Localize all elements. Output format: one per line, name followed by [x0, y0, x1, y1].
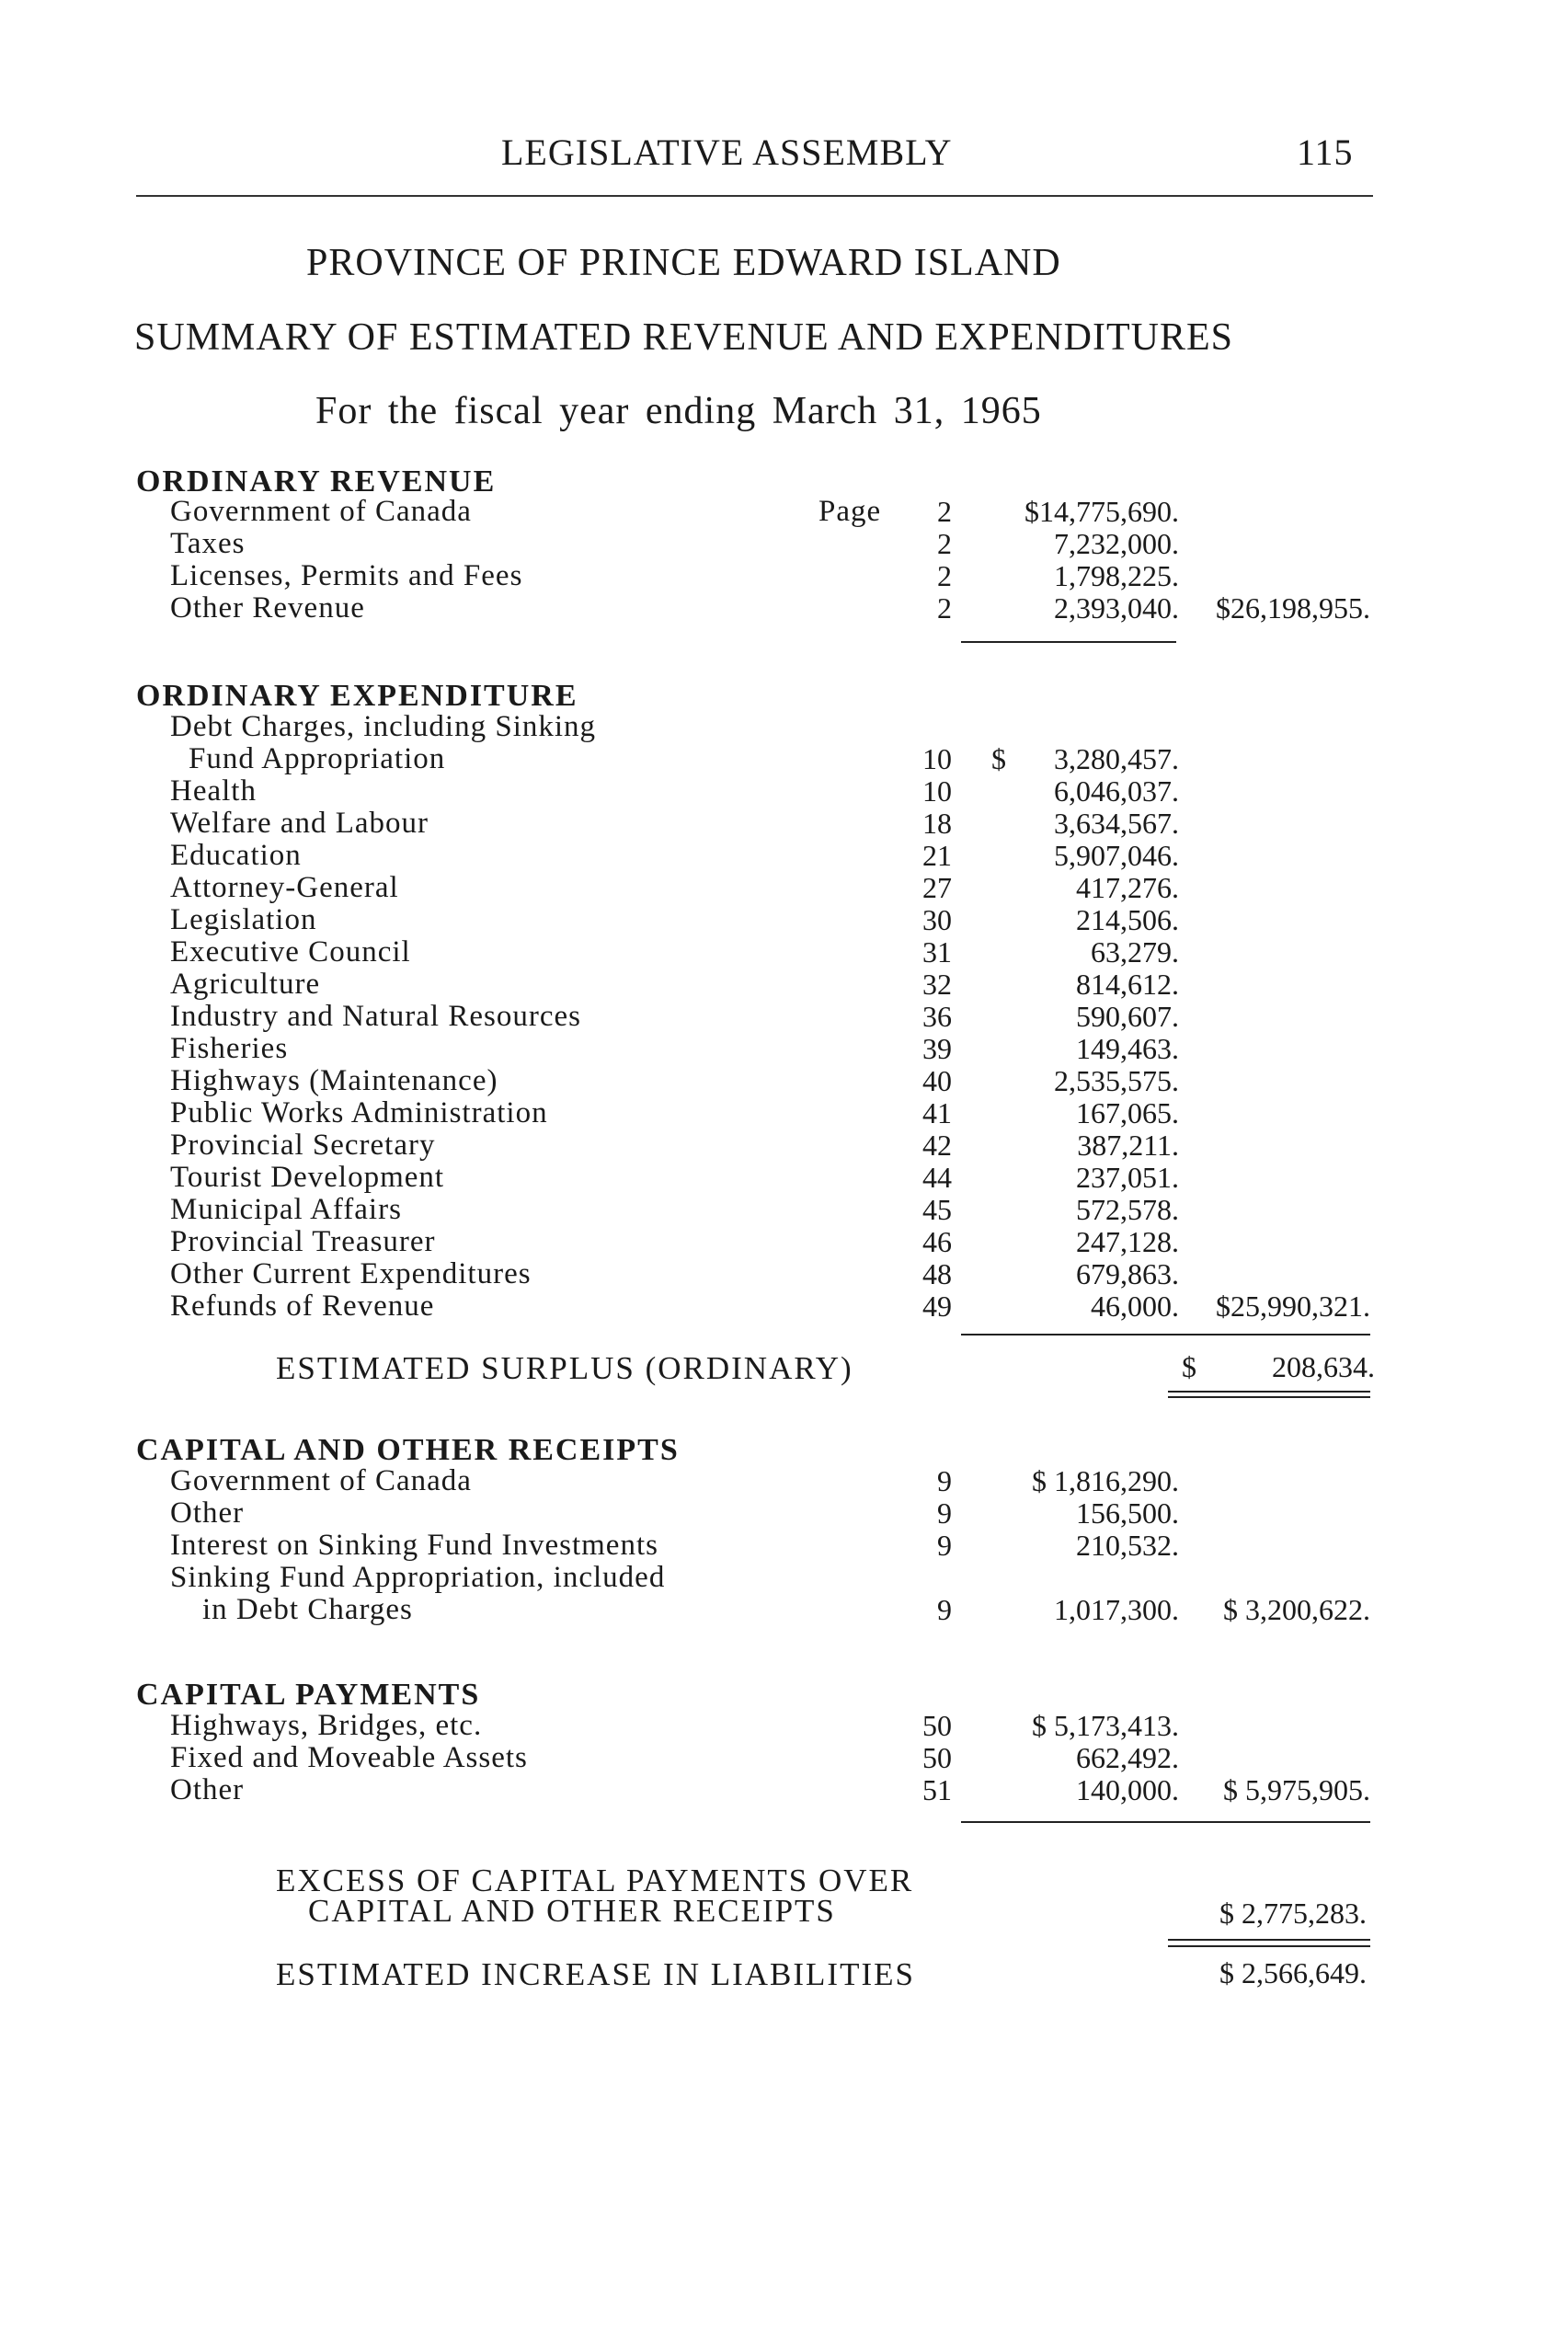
capital-receipts-heading: CAPITAL AND OTHER RECEIPTS	[136, 1433, 680, 1467]
expenditure-item-page: 42	[922, 1129, 952, 1162]
expenditure-item-label: Other Current Expenditures	[170, 1257, 532, 1290]
expenditure-item-amount: 5,907,046.	[1054, 839, 1179, 872]
page-column-label: Page	[818, 495, 882, 528]
expenditure-item-label: Provincial Secretary	[170, 1129, 436, 1162]
expenditure-item-page: 39	[922, 1032, 952, 1065]
capital-receipt-page: 9	[937, 1529, 952, 1562]
expenditure-item-page: 18	[922, 807, 952, 840]
surplus-underline-1	[1168, 1391, 1370, 1393]
expenditure-item-label: Welfare and Labour	[170, 807, 429, 840]
expenditure-item-page: 44	[922, 1161, 952, 1194]
fiscal-year-subtitle: For the fiscal year ending March 31, 1965	[315, 390, 1042, 432]
expenditure-item-label-cont: Fund Appropriation	[189, 742, 446, 775]
expenditure-item-label: Refunds of Revenue	[170, 1290, 435, 1323]
revenue-item-label: Licenses, Permits and Fees	[170, 559, 523, 592]
revenue-subtotal-rule	[961, 641, 1176, 643]
expenditure-item-amount: 149,463.	[1076, 1032, 1179, 1065]
capital-payment-page: 51	[922, 1773, 952, 1806]
excess-label-line2: CAPITAL AND OTHER RECEIPTS	[308, 1893, 836, 1929]
expenditure-item-page: 10	[922, 774, 952, 808]
expenditure-item-amount: 814,612.	[1076, 968, 1179, 1001]
capital-payment-page: 50	[922, 1709, 952, 1742]
revenue-item-page: 2	[937, 527, 952, 560]
expenditure-item-label: Executive Council	[170, 935, 411, 969]
expenditure-item-label: Agriculture	[170, 968, 321, 1001]
revenue-item-page: 2	[937, 495, 952, 528]
excess-underline-2	[1168, 1945, 1370, 1947]
expenditure-item-label: Industry and Natural Resources	[170, 1000, 581, 1033]
expenditure-item-label: Public Works Administration	[170, 1096, 548, 1129]
expenditure-item-amount: 46,000.	[1091, 1290, 1179, 1323]
expenditure-item-label: Highways (Maintenance)	[170, 1064, 498, 1097]
capital-payments-heading: CAPITAL PAYMENTS	[136, 1678, 481, 1712]
capital-receipt-label-cont: in Debt Charges	[202, 1593, 413, 1626]
surplus-amount: 208,634.	[1272, 1350, 1375, 1383]
expenditure-item-label: Attorney-General	[170, 871, 399, 904]
revenue-item-page: 2	[937, 559, 952, 592]
expenditure-item-page: 45	[922, 1193, 952, 1226]
capital-receipts-total: $ 3,200,622.	[1223, 1593, 1370, 1626]
capital-receipt-page: 9	[937, 1496, 952, 1530]
surplus-underline-2	[1168, 1396, 1370, 1398]
expenditure-item-amount: 247,128.	[1076, 1225, 1179, 1258]
expenditure-item-page: 36	[922, 1000, 952, 1033]
expenditure-item-page: 10	[922, 742, 952, 775]
expenditure-item-page: 21	[922, 839, 952, 872]
expenditure-item-page: 31	[922, 935, 952, 969]
summary-title: SUMMARY OF ESTIMATED REVENUE AND EXPENDITURES	[134, 316, 1233, 359]
expenditure-item-label: Fisheries	[170, 1032, 289, 1065]
expenditure-item-amount: 2,535,575.	[1054, 1064, 1179, 1097]
capital-payments-subtotal-rule	[961, 1821, 1370, 1823]
expenditure-item-page: 40	[922, 1064, 952, 1097]
capital-payment-amount: 662,492.	[1076, 1741, 1179, 1774]
expenditure-item-amount: 3,280,457.	[1054, 742, 1179, 775]
header-rule	[136, 195, 1373, 197]
capital-payments-total: $ 5,975,905.	[1223, 1773, 1370, 1806]
expenditure-item-page: 27	[922, 871, 952, 904]
expenditure-item-amount: 63,279.	[1091, 935, 1179, 969]
expenditure-item-amount: 214,506.	[1076, 903, 1179, 936]
revenue-item-label: Other Revenue	[170, 591, 365, 625]
ordinary-revenue-heading: ORDINARY REVENUE	[136, 464, 497, 499]
expenditure-item-amount: 572,578.	[1076, 1193, 1179, 1226]
revenue-total: $26,198,955.	[1216, 591, 1370, 625]
capital-payment-amount: 140,000.	[1076, 1773, 1179, 1806]
expenditure-item-label: Tourist Development	[170, 1161, 445, 1194]
expenditure-item-amount: 3,634,567.	[1054, 807, 1179, 840]
capital-payment-label: Other	[170, 1773, 245, 1806]
revenue-item-amount: 2,393,040.	[1054, 591, 1179, 625]
expenditure-item-label: Municipal Affairs	[170, 1193, 402, 1226]
revenue-item-page: 2	[937, 591, 952, 625]
ordinary-expenditure-heading: ORDINARY EXPENDITURE	[136, 679, 578, 713]
capital-receipt-amount: 210,532.	[1076, 1529, 1179, 1562]
expenditure-item-page: 49	[922, 1290, 952, 1323]
capital-receipt-page: 9	[937, 1593, 952, 1626]
expenditure-item-page: 46	[922, 1225, 952, 1258]
expenditure-subtotal-rule	[961, 1334, 1370, 1335]
expenditure-item-amount: 6,046,037.	[1054, 774, 1179, 808]
running-header-title: LEGISLATIVE ASSEMBLY	[501, 132, 953, 173]
capital-receipt-label: Government of Canada	[170, 1464, 472, 1497]
expenditure-item-amount: 167,065.	[1076, 1096, 1179, 1129]
capital-receipt-label: Sinking Fund Appropriation, included	[170, 1561, 666, 1594]
revenue-item-label: Government of Canada	[170, 495, 472, 528]
revenue-item-amount: $14,775,690.	[1024, 495, 1179, 528]
capital-payment-page: 50	[922, 1741, 952, 1774]
expenditure-item-label: Debt Charges, including Sinking	[170, 710, 597, 743]
estimated-surplus-label: ESTIMATED SURPLUS (ORDINARY)	[276, 1350, 853, 1386]
capital-payment-amount: $ 5,173,413.	[1032, 1709, 1179, 1742]
expenditure-item-amount: 679,863.	[1076, 1257, 1179, 1290]
expenditure-item-label: Education	[170, 839, 302, 872]
excess-amount: $ 2,775,283.	[1219, 1897, 1367, 1930]
expenditure-item-page: 48	[922, 1257, 952, 1290]
capital-receipt-amount: 1,017,300.	[1054, 1593, 1179, 1626]
excess-underline	[1168, 1939, 1370, 1941]
expenditure-dollar-sign: $	[991, 742, 1006, 775]
capital-payment-label: Fixed and Moveable Assets	[170, 1741, 528, 1774]
expenditure-item-page: 32	[922, 968, 952, 1001]
capital-receipt-label: Interest on Sinking Fund Investments	[170, 1529, 658, 1562]
excess-label-line1: EXCESS OF CAPITAL PAYMENTS OVER	[276, 1863, 914, 1898]
expenditure-item-label: Provincial Treasurer	[170, 1225, 436, 1258]
capital-receipt-page: 9	[937, 1464, 952, 1497]
capital-receipt-amount: $ 1,816,290.	[1032, 1464, 1179, 1497]
expenditure-item-label: Legislation	[170, 903, 317, 936]
expenditure-item-page: 41	[922, 1096, 952, 1129]
expenditure-item-amount: 590,607.	[1076, 1000, 1179, 1033]
increase-liabilities-amount: $ 2,566,649.	[1219, 1956, 1367, 1989]
increase-liabilities-label: ESTIMATED INCREASE IN LIABILITIES	[276, 1956, 915, 1992]
province-title: PROVINCE OF PRINCE EDWARD ISLAND	[306, 242, 1061, 284]
expenditure-item-label: Health	[170, 774, 257, 808]
expenditure-item-amount: 387,211.	[1077, 1129, 1179, 1162]
revenue-item-amount: 7,232,000.	[1054, 527, 1179, 560]
expenditure-item-amount: 417,276.	[1076, 871, 1179, 904]
capital-payment-label: Highways, Bridges, etc.	[170, 1709, 483, 1742]
revenue-item-label: Taxes	[170, 527, 246, 560]
expenditure-item-amount: 237,051.	[1076, 1161, 1179, 1194]
expenditure-total: $25,990,321.	[1216, 1290, 1370, 1323]
capital-receipt-amount: 156,500.	[1076, 1496, 1179, 1530]
revenue-item-amount: 1,798,225.	[1054, 559, 1179, 592]
capital-receipt-label: Other	[170, 1496, 245, 1530]
page-number: 115	[1297, 132, 1354, 173]
expenditure-item-page: 30	[922, 903, 952, 936]
surplus-dollar-sign: $	[1182, 1350, 1196, 1383]
